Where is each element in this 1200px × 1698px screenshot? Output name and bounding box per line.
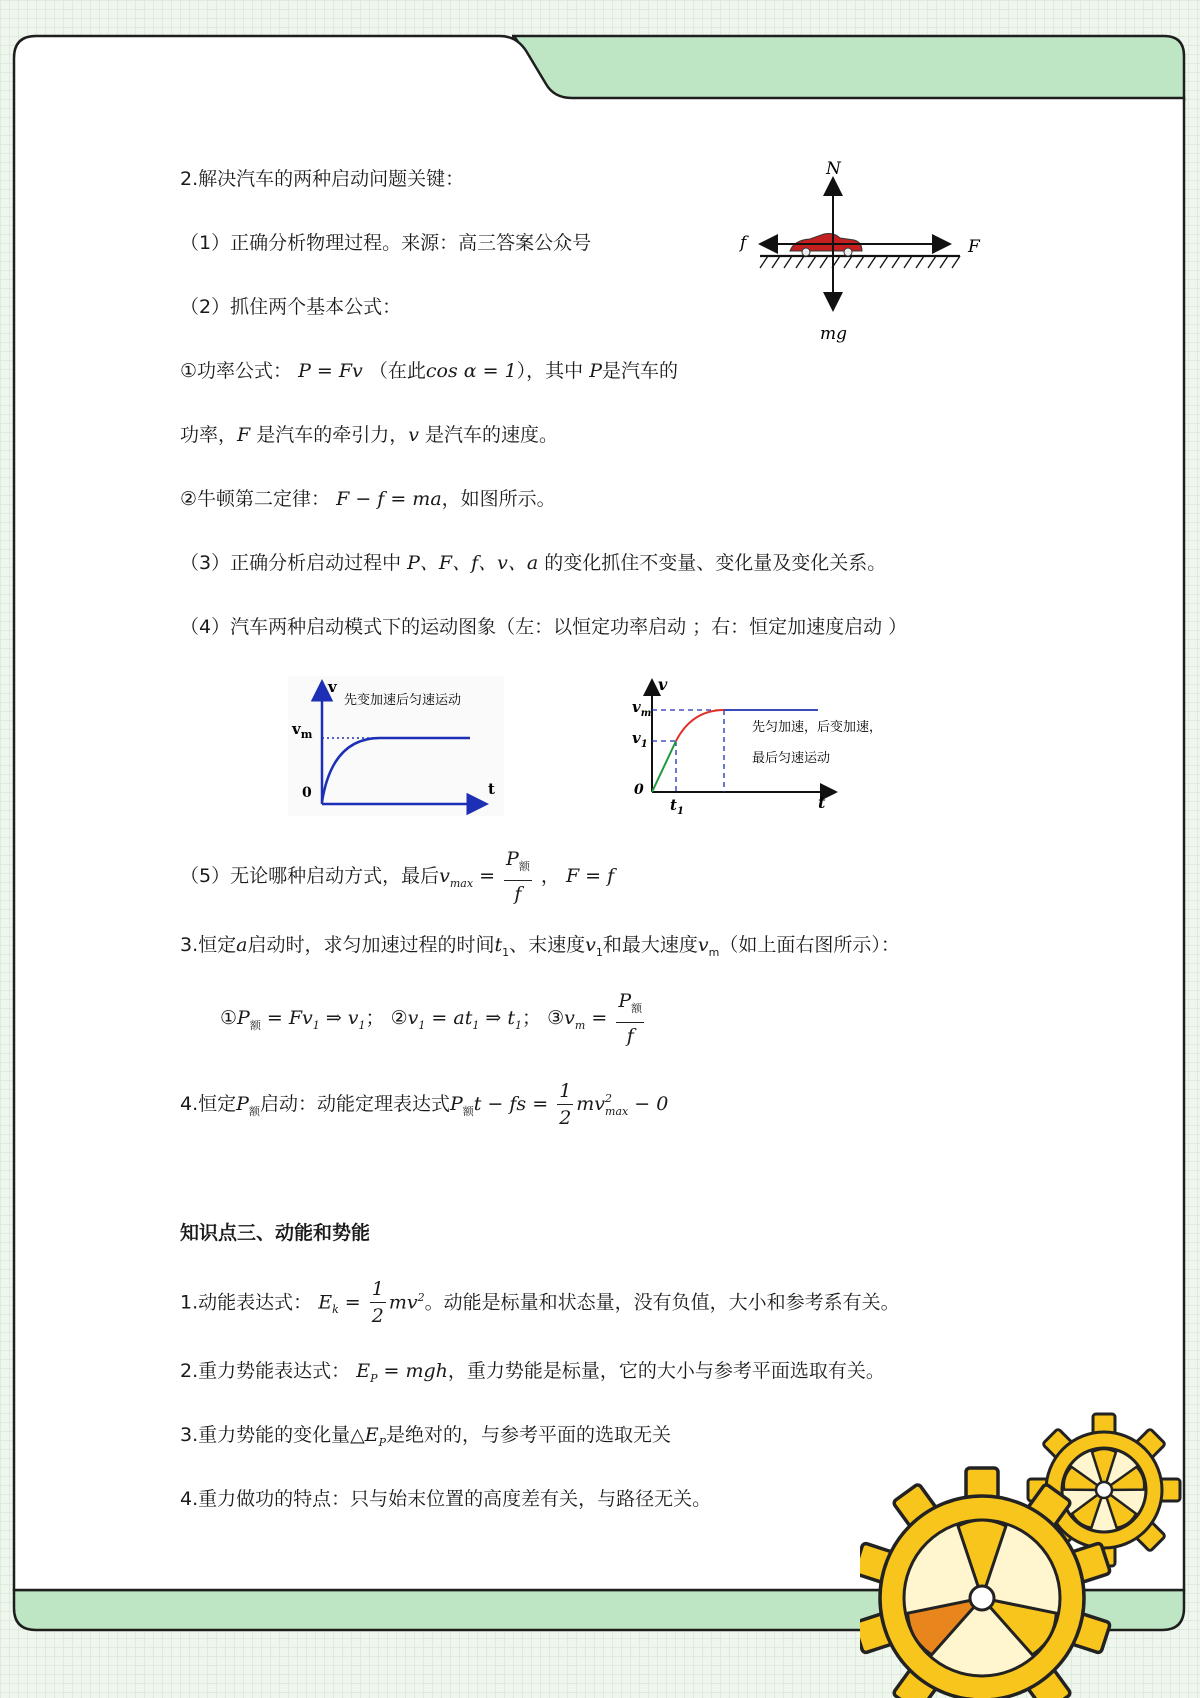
force-diagram: [730, 156, 990, 346]
k3-1-den: 2: [371, 1305, 384, 1328]
s3-f1-sub: 1: [312, 1018, 320, 1032]
graph-left-origin: 0: [302, 785, 312, 801]
item5-a: （5）无论哪种启动方式，最后: [180, 865, 440, 887]
item5-Ff: F = f: [565, 865, 615, 887]
newton-suffix: ，如图所示。: [441, 488, 556, 510]
s3-f3-fraction: [616, 988, 644, 1049]
graph-left-x-label: t: [488, 780, 495, 798]
item5-vsub: max: [449, 876, 474, 890]
s3-f2-v: v: [407, 1007, 419, 1029]
k3-2-eq: = mgh: [383, 1360, 448, 1382]
item5-b: ，: [540, 865, 560, 887]
power-line2-a: 功率，: [180, 424, 238, 446]
k3-3-a: 3.重力势能的变化量△: [180, 1424, 365, 1446]
s3-f1-rest: = Fv: [266, 1007, 313, 1029]
k3-1-fraction: [370, 1276, 386, 1329]
s3-b: 启动时，求匀加速过程的时间: [247, 934, 495, 956]
s3-f2-rest: = at: [431, 1007, 473, 1029]
power-P: P: [589, 360, 603, 382]
power-note-cos: cos α = 1: [425, 360, 517, 382]
s3-vm-sub: m: [708, 945, 720, 959]
power-line2-c: 是汽车的速度。: [425, 424, 559, 446]
power-definition-line: [180, 422, 558, 448]
graph-right-caption-2: 最后匀速运动: [752, 751, 831, 766]
s3-t: t: [494, 934, 503, 956]
graph-right-origin: 0: [634, 782, 644, 798]
power-note-close: ），其中: [516, 360, 584, 382]
section-2-title: 2.解决汽车的两种启动问题关键：: [180, 168, 465, 190]
k3-2-Esub: P: [370, 1371, 378, 1385]
s4-fraction: [557, 1078, 573, 1131]
graph-left-vm-label: $v_m$: [292, 720, 313, 741]
s3-sep1: ；: [365, 1007, 385, 1029]
s4-f-Psub: 额: [462, 1104, 474, 1118]
s3-f3-v: v: [564, 1007, 575, 1029]
s4-a: 4.恒定: [180, 1093, 237, 1115]
item5-fraction: [504, 846, 532, 907]
s3-f3-mark: ③: [547, 1007, 565, 1029]
s3-vm: v: [697, 934, 709, 956]
power-line2-F: F: [237, 424, 251, 446]
s3-f2-mark: ②: [390, 1007, 408, 1029]
gears-illustration: [860, 1380, 1200, 1698]
s3-d: 和最大速度: [602, 934, 698, 956]
k3-1-eq: =: [344, 1291, 361, 1314]
s3-f3-f: f: [626, 1024, 634, 1047]
section-2-item-2: （2）抓住两个基本公式：: [180, 296, 402, 318]
label-F: F: [968, 237, 980, 257]
s4-f-num: 1: [557, 1078, 573, 1105]
k3-3-E: E: [364, 1424, 379, 1446]
k3-1-num: 1: [370, 1276, 386, 1303]
graph-constant-acceleration: [622, 676, 912, 818]
s3-f1-P: P: [237, 1007, 250, 1029]
s3-f1-mark: ①: [220, 1007, 238, 1029]
item5-f: f: [514, 882, 522, 905]
s4-b: 启动：动能定理表达式: [259, 1093, 450, 1115]
graph-right-v1-label: $v_1$: [632, 729, 648, 750]
s3-v: v: [585, 934, 596, 956]
graph-constant-power: [288, 676, 504, 816]
power-tail: 是汽车的: [602, 360, 679, 382]
s3-v-sub: 1: [595, 945, 603, 959]
item5-v: v: [439, 865, 450, 887]
s3-f2-arrow: ⇒ t: [485, 1007, 516, 1029]
power-formula-prefix: ①功率公式：: [180, 360, 293, 382]
s3-f3-vsub: m: [574, 1018, 586, 1032]
section-3-formulas: [220, 986, 647, 1050]
power-line2-b: 是汽车的牵引力，: [256, 424, 409, 446]
s3-sep2: ；: [522, 1007, 542, 1029]
s3-f1-arrow-sub: 1: [358, 1018, 366, 1032]
graph-right-linear-segment: [652, 741, 676, 792]
frame-tab: [512, 36, 1184, 100]
s4-f-den: 2: [559, 1107, 572, 1129]
kp3-item-3: [180, 1422, 671, 1456]
kp3-item-1: [180, 1266, 900, 1330]
section-2-item-5: [180, 844, 614, 908]
k3-1-a: 1.动能表达式：: [180, 1291, 313, 1314]
s3-a: 3.恒定: [180, 934, 237, 956]
k3-1-sup: 2: [417, 1291, 425, 1304]
frame-body: [14, 36, 1184, 1590]
power-note-open: （在此: [368, 360, 426, 382]
s3-f3-Psub: 额: [631, 1001, 643, 1015]
k3-1-mv: mv: [388, 1291, 418, 1314]
s3-c: 、末速度: [509, 934, 586, 956]
knowledge-point-3-heading: 知识点三、动能和势能: [180, 1222, 371, 1244]
graph-left-caption: 先变加速后匀速运动: [344, 693, 462, 708]
s3-f2-sub: 1: [472, 1018, 480, 1032]
ground-hatch: [760, 256, 960, 268]
s4-f-end: − 0: [634, 1093, 669, 1115]
s3-f2-arrow-sub: 1: [515, 1018, 523, 1032]
k3-1-b: 。动能是标量和状态量，没有负值，大小和参考系有关。: [424, 1291, 900, 1314]
k3-1-E: E: [318, 1291, 333, 1314]
s3-a-var: a: [236, 934, 248, 956]
newton-prefix: ②牛顿第二定律：: [180, 488, 331, 510]
s4-f-sup: 2: [605, 1091, 613, 1105]
graph-right-vm-label: $v_m$: [632, 698, 652, 719]
s3-f3-P: P: [618, 990, 632, 1013]
label-N: N: [826, 159, 841, 179]
graph-right-t1-label: $t_1$: [670, 796, 684, 817]
s4-P: P: [236, 1093, 249, 1115]
s3-f1-Psub: 额: [249, 1018, 261, 1032]
k3-2-b: ，重力势能是标量，它的大小与参考平面选取有关。: [447, 1360, 885, 1382]
section-3-title: [180, 932, 900, 966]
item3-b: 的变化抓住不变量、变化量及变化关系。: [544, 552, 887, 574]
newton-formula: F − f = ma: [336, 488, 442, 510]
s3-f2-vsub: 1: [418, 1018, 426, 1032]
section-4: [180, 1072, 668, 1136]
section-2-item-1: （1）正确分析物理过程。来源：高三答案公众号: [180, 232, 592, 254]
s3-f3-eq: =: [591, 1007, 608, 1029]
k3-3-b: 是绝对的，与参考平面的选取无关: [386, 1424, 672, 1446]
s4-Psub: 额: [248, 1104, 260, 1118]
graph-right-curve-segment: [676, 710, 724, 741]
graph-right-y-label: v: [658, 676, 668, 694]
newton-law-line: [180, 486, 556, 512]
k3-2-E: E: [356, 1360, 371, 1382]
section-2-item-3: [180, 550, 886, 576]
k3-3-Esub: P: [378, 1435, 387, 1449]
k3-1-Esub: k: [332, 1303, 339, 1317]
graph-right-x-label: t: [818, 793, 826, 812]
s4-f-sub: max: [605, 1104, 629, 1118]
power-formula-line: [180, 358, 678, 384]
s3-t-sub: 1: [502, 945, 510, 959]
kp3-item-2: [180, 1358, 885, 1392]
s3-f1-arrow: ⇒ v: [325, 1007, 359, 1029]
s4-f-mid: t − fs =: [473, 1093, 549, 1115]
item5-Psub: 额: [518, 859, 530, 873]
graph-left-y-label: v: [328, 678, 337, 696]
item3-a: （3）正确分析启动过程中: [180, 552, 402, 574]
s3-e: （如上面右图所示）：: [719, 934, 900, 956]
s4-f-P: P: [449, 1093, 463, 1115]
label-mg: mg: [820, 324, 848, 344]
s4-f-mv: mv: [576, 1093, 606, 1115]
label-f: f: [740, 233, 747, 253]
item3-vars: P、F、f、v、a: [407, 552, 539, 574]
section-2-item-4: （4）汽车两种启动模式下的运动图象（左：以恒定功率启动 ；右：恒定加速度启动 ）: [180, 616, 908, 638]
kp3-item-4: 4.重力做功的特点：只与始末位置的高度差有关，与路径无关。: [180, 1488, 712, 1510]
power-formula: P = Fv: [298, 360, 363, 382]
item5-P: P: [506, 848, 519, 871]
power-line2-v: v: [408, 424, 419, 446]
graph-right-caption-1: 先匀加速，后变加速，: [752, 720, 883, 735]
k3-2-a: 2.重力势能表达式：: [180, 1360, 351, 1382]
item5-eq: =: [479, 865, 495, 887]
